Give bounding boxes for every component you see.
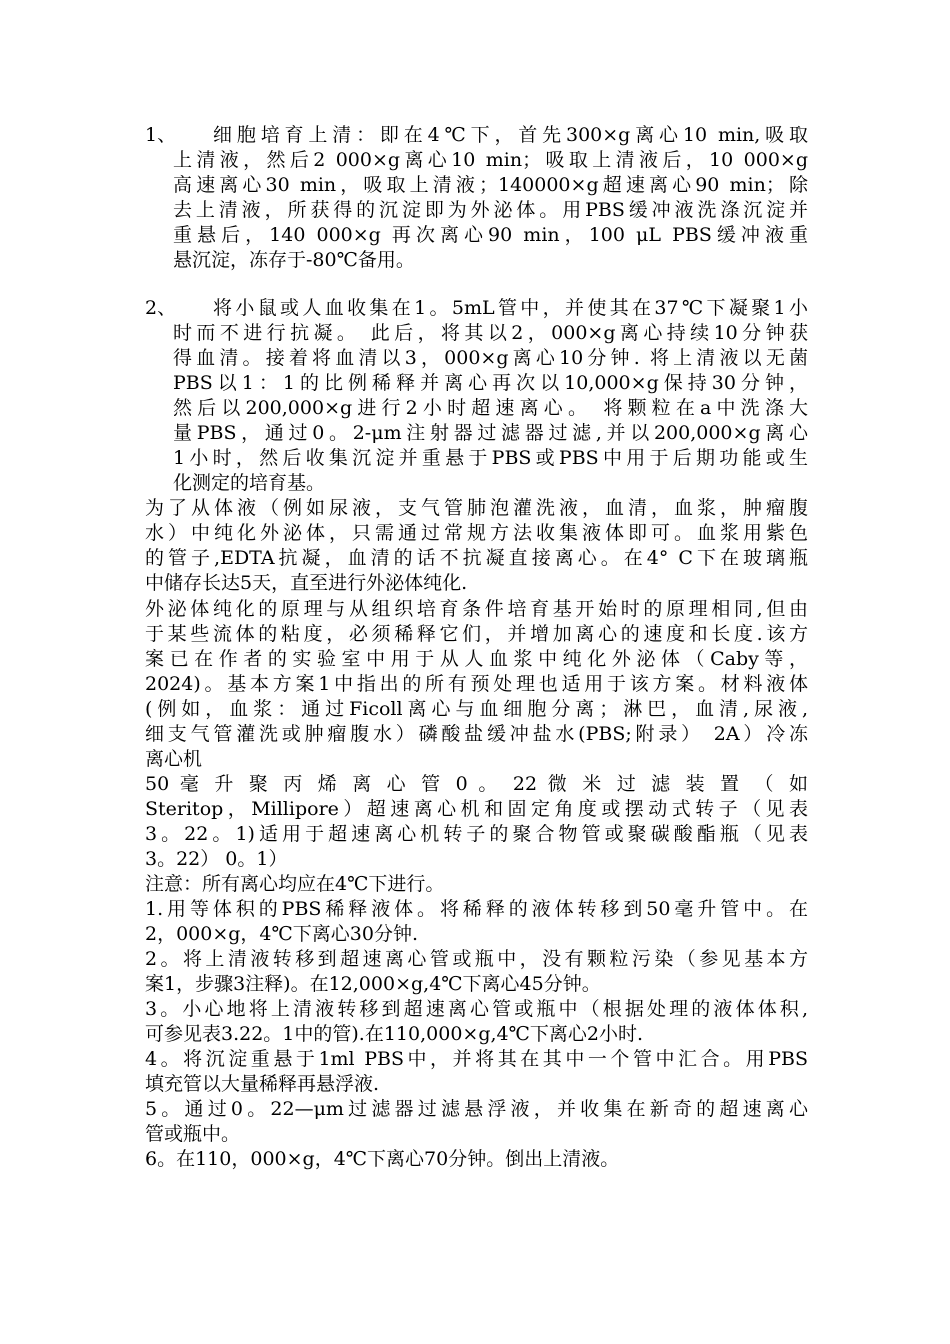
item-2-line: 得血清。接着将血清以3，000×g离心10分钟. 将上清液以无菌 bbox=[173, 347, 808, 369]
step-line: 2。将上清液转移到超速离心管或瓶中，没有颗粒污染（参见基本方 bbox=[145, 948, 808, 970]
paragraph-line: 为了从体液（例如尿液，支气管肺泡灌洗液，血清，血浆，肿瘤腹 bbox=[145, 497, 808, 519]
item-2-line: 然后以200,000×g进行2小时超速离心。 将颗粒在a中洗涤大 bbox=[173, 397, 808, 419]
step-line: 填充管以大量稀释再悬浮液. bbox=[145, 1073, 380, 1095]
item-2-line: 1小时，然后收集沉淀并重悬于PBS或PBS中用于后期功能或生 bbox=[173, 447, 808, 469]
paragraph-line: 2024)。基本方案1中指出的所有预处理也适用于该方案。材料液体 bbox=[145, 673, 808, 695]
item-2-line: 时而不进行抗凝。 此后，将其以2，000×g离心持续10分钟获 bbox=[173, 322, 808, 344]
paragraph-line: 外泌体纯化的原理与从组织培育条件培育基开始时的原理相同,但由 bbox=[145, 598, 808, 620]
item-2-line: 将小鼠或人血收集在1。5mL管中，并使其在37℃下凝聚1小 bbox=[213, 297, 808, 319]
note-line: 注意：所有离心均应在4℃下进行。 bbox=[145, 873, 445, 895]
step-line: 1.用等体积的PBS稀释液体。将稀释的液体转移到50毫升管中。在 bbox=[145, 898, 808, 920]
step-line: 2，000×g，4℃下离心30分钟. bbox=[145, 923, 418, 945]
paragraph-line: 3。22） 0。1） bbox=[145, 848, 288, 870]
paragraph-line: (例如，血浆：通过Ficoll离心与血细胞分离；淋巴，血清,尿液, bbox=[145, 698, 808, 720]
paragraph-line: 离心机 bbox=[145, 748, 203, 770]
item-1-line: 高速离心30 min，吸取上清液；140000×g超速离心90 min；除 bbox=[173, 174, 808, 196]
item-1-number: 1、 bbox=[145, 124, 177, 146]
item-1-line: 去上清液，所获得的沉淀即为外泌体。用PBS缓冲液洗涤沉淀并 bbox=[173, 199, 808, 221]
step-line: 5。通过0。22—μm过滤器过滤悬浮液，并收集在新奇的超速离心 bbox=[145, 1098, 808, 1120]
step-line: 案1，步骤3注释)。在12,000×g,4℃下离心45分钟。 bbox=[145, 973, 601, 995]
paragraph-line: 于某些流体的粘度，必须稀释它们，并增加离心的速度和长度.该方 bbox=[145, 623, 808, 645]
item-1-line: 上清液，然后2 000×g离心10 min；吸取上清液后，10 000×g bbox=[173, 149, 808, 171]
paragraph-line: 50 毫 升 聚 丙 烯 离 心 管 0 。 22 微 米 过 滤 装 置 （ 如 bbox=[145, 773, 808, 795]
paragraph-line: 中储存长达5天，直至进行外泌体纯化. bbox=[145, 572, 468, 594]
paragraph-line: 水）中纯化外泌体，只需通过常规方法收集液体即可。血浆用紫色 bbox=[145, 522, 808, 544]
item-1-line: 悬沉淀，冻存于-80℃备用。 bbox=[173, 249, 415, 271]
paragraph-line: Steritop，Millipore）超速离心机和固定角度或摆动式转子（见表 bbox=[145, 798, 808, 820]
item-2-line: 化测定的培育基。 bbox=[173, 472, 326, 494]
step-line: 4。将沉淀重悬于1ml PBS中，并将其在其中一个管中汇合。用PBS bbox=[145, 1048, 808, 1070]
step-line: 管或瓶中。 bbox=[145, 1123, 241, 1145]
paragraph-line: 的管子,EDTA抗凝，血清的话不抗凝直接离心。在4° C下在玻璃瓶 bbox=[145, 547, 808, 569]
step-line: 可参见表3.22。1中的管).在110,000×g,4℃下离心2小时. bbox=[145, 1023, 644, 1045]
item-2-number: 2、 bbox=[145, 297, 177, 319]
paragraph-line: 案已在作者的实验室中用于从人血浆中纯化外泌体（Caby等， bbox=[145, 648, 808, 670]
step-line: 3。小心地将上清液转移到超速离心管或瓶中（根据处理的液体体积, bbox=[145, 998, 808, 1020]
paragraph-line: 细支气管灌洗或肿瘤腹水）磷酸盐缓冲盐水(PBS;附录） 2A）冷冻 bbox=[145, 723, 808, 745]
paragraph-line: 3。22。1)适用于超速离心机转子的聚合物管或聚碳酸酯瓶（见表 bbox=[145, 823, 808, 845]
item-2-line: 量PBS，通过0。2-μm注射器过滤器过滤,并以200,000×g离心 bbox=[173, 422, 808, 444]
item-2-line: PBS以1：1的比例稀释并离心再次以10,000×g保持30分钟， bbox=[173, 372, 808, 394]
item-1-line: 重悬后，140 000×g 再次离心90 min，100 μL PBS缓冲液重 bbox=[173, 224, 808, 246]
step-line: 6。在110，000×g，4℃下离心70分钟。倒出上清液。 bbox=[145, 1148, 620, 1170]
item-1-line: 细胞培育上清：即在4℃下，首先300×g离心10 min,吸取 bbox=[213, 124, 808, 146]
